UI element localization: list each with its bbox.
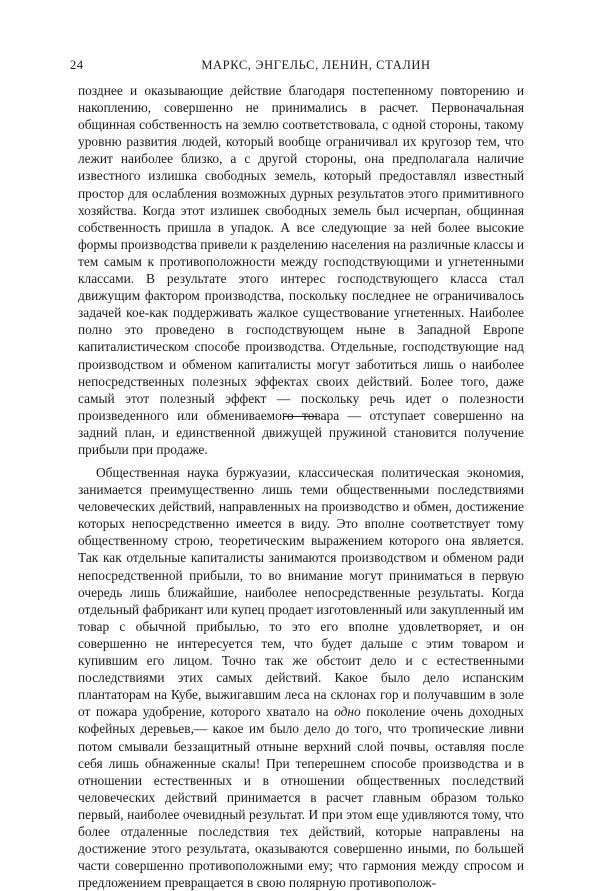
paragraph <box>78 464 524 891</box>
paragraph-text-start: Общественная наука буржуазии, классическая политическая экономия, занимается преимущественно лишь теми общественными последствиями человеческих действий, направленных на производство и обмен, достижение которых непосредственно имеется в виду. Это вполне соответствует тому общественному строю, теоретическим выражением которого она является. Так как отдельные капиталисты занимаются производством и обменом ради непосредственной прибыли, то во внимание могут приниматься в первую очередь лишь ближайшие, наиболее непосредственные результаты. Когда отдельный фабрикант или купец продает изготовленный или закупленный им товар с обычной прибылью, то это его вполне удовлетворяет, и он совершенно не интересуется тем, что будет дальше с этим товаром и купившим его лицом. Точно так же обстоит дело и с естественными последствиями этих самых действий. Какое было дело испанским плантаторам на Кубе, выжигавшим леса на склонах гор и получавшим в золе от пожара удобрение, которого хватало на <box>78 465 524 720</box>
paragraph-continuation: позднее и оказывающие действие благодаря постепенному повторению и накоплению, совершенно не принимались в расчет. Первоначальная общинная собственность на землю соответствовала, с одной стороны, такому уровню развития людей, который вообще ограничивал их кругозор тем, что лежит наиболее близко, а с другой стороны, она предполагала наличие известного излишка свободных земель, который предоставлял известный простор для ослабления возможных дурных результатов этого примитивного хозяйства. Когда этот излишек свободных земель был исчерпан, общинная собственность пришла в упадок. А все следующие за ней более высокие формы производства привели к разделению населения на различные классы и тем самым к противоположности между господствующими и угнетенными классами. В результате этого интерес господствующего класса стал движущим фактором производства, поскольку последнее не ограничивалось задачей кое-как поддерживать жалкое существование угнетенных. Наиболее полно это проведено в господствующем ныне в Западной Европе капиталистическом способе производства. Отдельные, господствующие над производством и обменом капиталисты могут заботиться лишь о наиболее непосредственных полезных эффектах своих действий. Более того, даже самый этот полезный эффект — поскольку речь идет о полезности произведенного или обмениваемого товара — отступает совершенно на задний план, и единственной движущей пружиной становится получение прибыли при продаже. <box>78 83 524 457</box>
emphasis-word: одно <box>334 704 361 720</box>
page-number: 24 <box>70 58 84 72</box>
text-block-top <box>78 82 524 458</box>
text-block-bottom <box>78 464 524 891</box>
paragraph-text-end: поколение очень доходных кофейных деревьев,— какое им было дело до того, что тропические ливни потом смывали беззащитный отныне верхний слой почвы, оставляя после себя лишь обнаженные скалы! При теперешнем способе производства и в отношении естественных и в отношении общественных последствий человеческих действий принимается в расчет главным образом только первый, наиболее очевидный результат. И при этом еще удивляются тому, что более отдаленные последствия тех действий, которые направлены на достижение этого результата, оказываются совершенно иными, по большей части совершенно противоположными ему; что гармония между спросом и предложением превращается в свою полярную противополож- <box>78 704 524 891</box>
running-title: МАРКС, ЭНГЕЛЬС, ЛЕНИН, СТАЛИН <box>201 58 431 72</box>
section-divider <box>283 416 317 417</box>
running-head <box>70 58 532 76</box>
